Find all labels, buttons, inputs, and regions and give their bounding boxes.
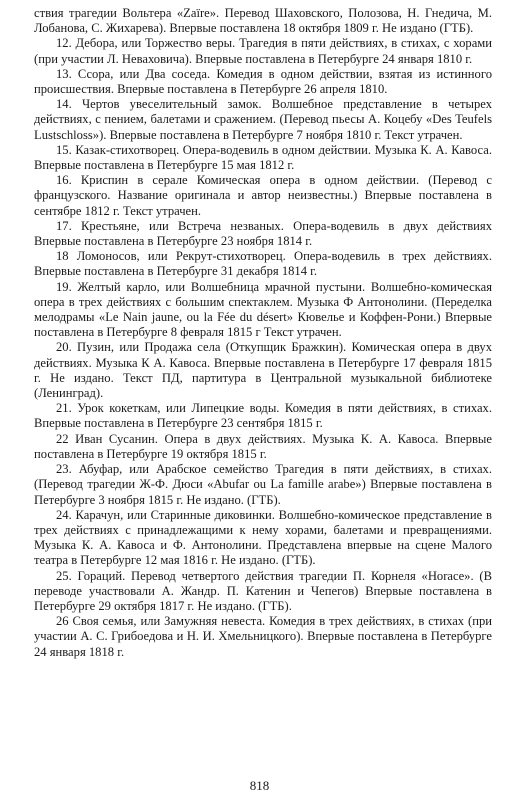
entry-26: 26 Своя семья, или Замужняя невеста. Комедия в трех действиях, в стихах (при участии А. С. Грибоедова и Н. И. Хмельницкого). Впервые поставлена в Петербурге 24 января 1818 г. (34, 614, 492, 659)
entry-23: 23. Абуфар, или Арабское семейство Трагедия в пяти действиях, в стихах. (Перевод трагедии Ж-Ф. Дюси «Abufar ou La famille arabe») Впервые поставлена в Петербурге 3 ноября 1815 г. Не издано. (ГТБ). (34, 462, 492, 507)
entry-16: 16. Криспин в серале Комическая опера в одном действии. (Перевод с французского. Название оригинала и автор неизвестны.) Впервые поставлена в сентябре 1812 г. Текст утрачен. (34, 173, 492, 218)
entry-13: 13. Ссора, или Два соседа. Комедия в одном действии, взятая из истинного происшествия. Впервые поставлена в Петербурге 26 апреля 1810. (34, 66, 492, 97)
page-body (34, 6, 492, 660)
entry-18: 18 Ломоносов, или Рекрут-стихотворец. Опера-водевиль в трех действиях. Впервые поставлена в Петербурге 31 декабря 1814 г. (34, 249, 492, 279)
entry-19: 19. Желтый карло, или Волшебница мрачной пустыни. Волшебно-комическая опера в трех действиях с большим спектаклем. Музыка Ф Антонолини. (Переделка мелодрамы «Le Nain jaune, ou la Fée du désert» Кювелье и Коффен-Рони.) Впервые поставлена в Петербурге 8 февраля 1815 г Текст утрачен. (34, 279, 492, 340)
entry-20: 20. Пузин, или Продажа села (Откупщик Бражкин). Комическая опера в двух действиях. Музыка К А. Кавоса. Впервые поставлена в Петербурге 17 февраля 1815 г. Не издано. Текст ПД, партитура в Центральной музыкальной библиотеке (Ленинград). (34, 340, 492, 401)
page-number: 818 (249, 778, 270, 793)
entry-17: 17. Крестьяне, или Встреча незваных. Опера-водевиль в двух действиях Впервые поставлена в Петербурге 23 ноября 1814 г. (34, 218, 492, 249)
entry-continuation: ствия трагедии Вольтера «Zaïre». Перевод Шаховского, Полозова, Н. Гнедича, М. Лобанова, С. Жихарева). Впервые поставлена 18 октября 1809 г. Не издано (ГТБ). (34, 6, 492, 36)
entry-14: 14. Чертов увеселительный замок. Волшебное представление в четырех действиях, с пением, балетами и сражением. (Перевод пьесы А. Коцебу «Des Teufels Lustschloss»). Впервые поставлена в Петербурге 7 ноября 1810 г. Текст утрачен. (34, 97, 492, 142)
entry-12: 12. Дебора, или Торжество веры. Трагедия в пяти действиях, в стихах, с хорами (при участии Л. Неваховича). Впервые поставлена в Петербурге 24 января 1810 г. (34, 36, 492, 66)
entry-15: 15. Казак-стихотворец. Опера-водевиль в одном действии. Музыка К. А. Кавоса. Впервые поставлена в Петербурге 15 мая 1812 г. (34, 142, 492, 173)
entry-24: 24. Карачун, или Старинные диковинки. Волшебно-комическое представление в трех действиях с принадлежащими к нему хорами, балетами и превращениями. Музыка К. А. Кавоса и Ф. Антонолини. Представлена впервые на сцене Малого театра в Петербурге 12 мая 1816 г. Не издано. (ГТБ). (34, 507, 492, 568)
entry-25: 25. Гораций. Перевод четвертого действия трагедии П. Корнеля «Horace». (В переводе участвовали А. Жандр. П. Катенин и Чепегов) Впервые поставлена в Петербурге 29 октября 1817 г. Не издано. (ГТБ). (34, 568, 492, 613)
entry-21: 21. Урок кокеткам, или Липецкие воды. Комедия в пяти действиях, в стихах. Впервые поставлена в Петербурге 23 сентября 1815 г. (34, 401, 492, 431)
entry-22: 22 Иван Сусанин. Опера в двух действиях. Музыка К. А. Кавоса. Впервые поставлена в Петербурге 19 октября 1815 г. (34, 431, 492, 461)
